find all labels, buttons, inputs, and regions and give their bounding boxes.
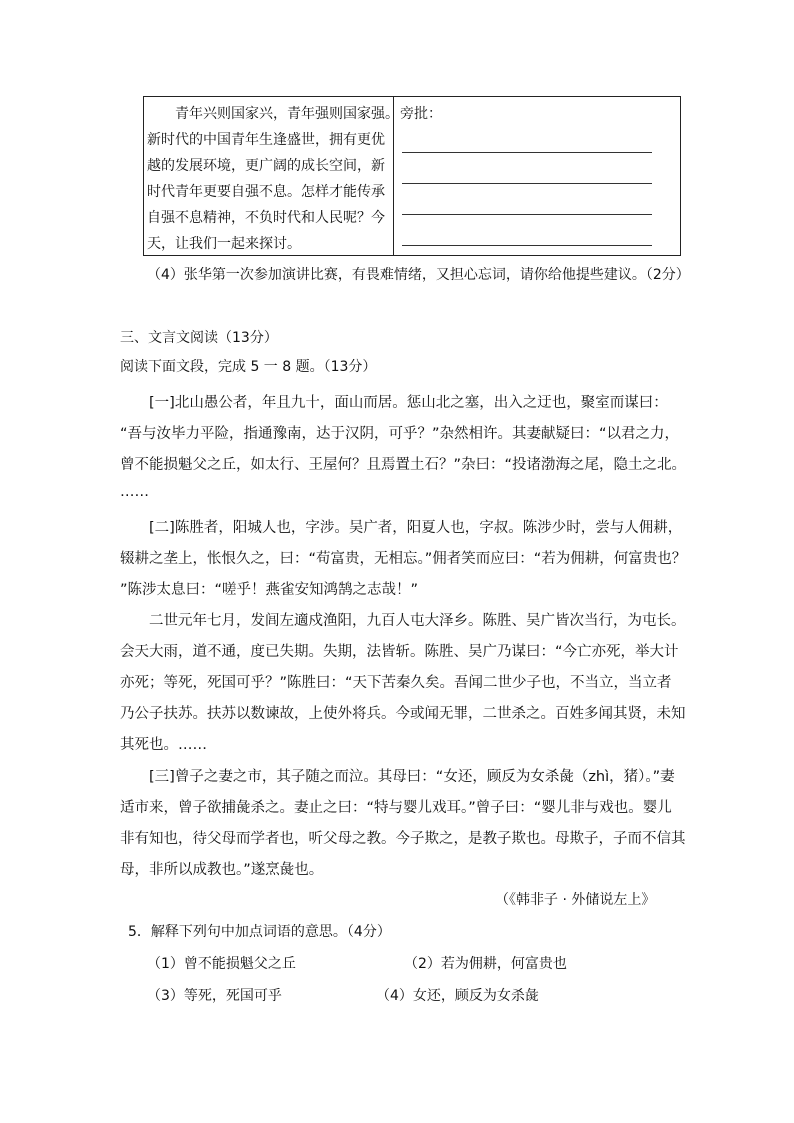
passage-1-line: 曾不能损魁父之丘，如太行、王屋何？且焉置土石？”杂曰：“投诸渤海之尾，隐土之北。 [120,457,687,473]
table-left-line-6: 天，让我们一起来探讨。 [147,236,301,252]
table-left-line-4: 时代青年更要自强不息。怎样才能传承 [147,184,385,200]
question-4: （4）张华第一次参加演讲比赛，有畏难情绪，又担心忘词，请你给他提些建议。（2分） [147,267,690,283]
question-5-item-3: （3）等死，死国可乎 [147,988,282,1004]
passage-3-line: [三]曾子之妻之市，其子随之而泣。其母曰：“女还，顾反为女杀彘（zhì，猪）。”妻 [120,769,675,785]
passage-2-line: [二]陈胜者，阳城人也，字涉。吴广者，阳夏人也，字叔。陈涉少时，尝与人佣耕， [120,520,683,536]
passage-3-line: 适市来，曾子欲捕彘杀之。妻止之曰：“特与婴儿戏耳。”曾子曰：“婴儿非与戏也。婴儿 [120,800,672,816]
passage-3-line: 母，非所以成教也。”遂烹彘也。 [120,862,324,878]
passage-2-line: 亦死；等死，死国可乎？”陈胜曰：“天下苦秦久矣。吾闻二世少子也，不当立，当立者 [120,675,672,691]
passage-1-line: [一]北山愚公者，年且九十，面山而居。惩山北之塞，出入之迂也，聚室而谋曰： [120,395,668,411]
side-note-answer-line[interactable] [402,152,652,153]
table-left-line-2: 新时代的中国青年生逢盛世，拥有更优 [147,132,385,148]
passage-1-line: …… [120,484,149,500]
passage-1-line: “吾与汝毕力平险，指通豫南，达于汉阴，可乎？”杂然相许。其妻献疑曰：“以君之力， [120,426,680,442]
side-note-label: 旁批： [400,106,442,122]
section-3-instruction: 阅读下面文段，完成 5 一 8 题。（13分） [120,359,377,375]
passage-2-line: 辍耕之垄上，怅恨久之，曰：“苟富贵，无相忘。”佣者笑而应曰：“若为佣耕，何富贵也？ [120,551,687,567]
side-note-answer-line[interactable] [402,214,652,215]
question-5-item-4: （4）女还，顾反为女杀彘 [376,988,539,1004]
question-5-item-1: （1）曾不能损魁父之丘 [147,956,296,972]
side-note-answer-line[interactable] [402,245,652,246]
table-left-line-5: 自强不息精神，不负时代和人民呢？今 [147,210,385,226]
question-5-title: 5．解释下列句中加点词语的意思。（4分） [128,924,391,940]
question-5-item-2: （2）若为佣耕，何富贵也 [404,956,567,972]
passage-2-line: 二世元年七月，发闾左適戍渔阳，九百人屯大泽乡。陈胜、吴广皆次当行，为屯长。 [120,613,686,629]
passage-3-line: 非有知也，待父母而学者也，听父母之教。今子欺之，是教子欺也。母欺子，子而不信其 [120,831,686,847]
passage-2-line: ”陈涉太息曰：“嗟乎！燕雀安知鸿鹄之志哉！” [120,582,419,598]
passage-2-line: 乃公子扶苏。扶苏以数谏故，上使外将兵。今或闻无罪，二世杀之。百姓多闻其贤，未知 [120,706,686,722]
table-left-line-1: 青年兴则国家兴，青年强则国家强。 [147,106,399,122]
passage-2-line: 其死也。…… [120,737,207,753]
side-note-answer-line[interactable] [402,183,652,184]
table-left-line-3: 越的发展环境，更广阔的成长空间，新 [147,158,385,174]
passage-2-line: 会天大雨，道不通，度已失期。失期，法皆斩。陈胜、吴广乃谋曰：“今亡亦死，举大计 [120,644,679,660]
source-citation: （《韩非子 · 外储说左上》 [495,892,656,908]
section-3-title: 三、文言文阅读（13分） [120,330,278,346]
